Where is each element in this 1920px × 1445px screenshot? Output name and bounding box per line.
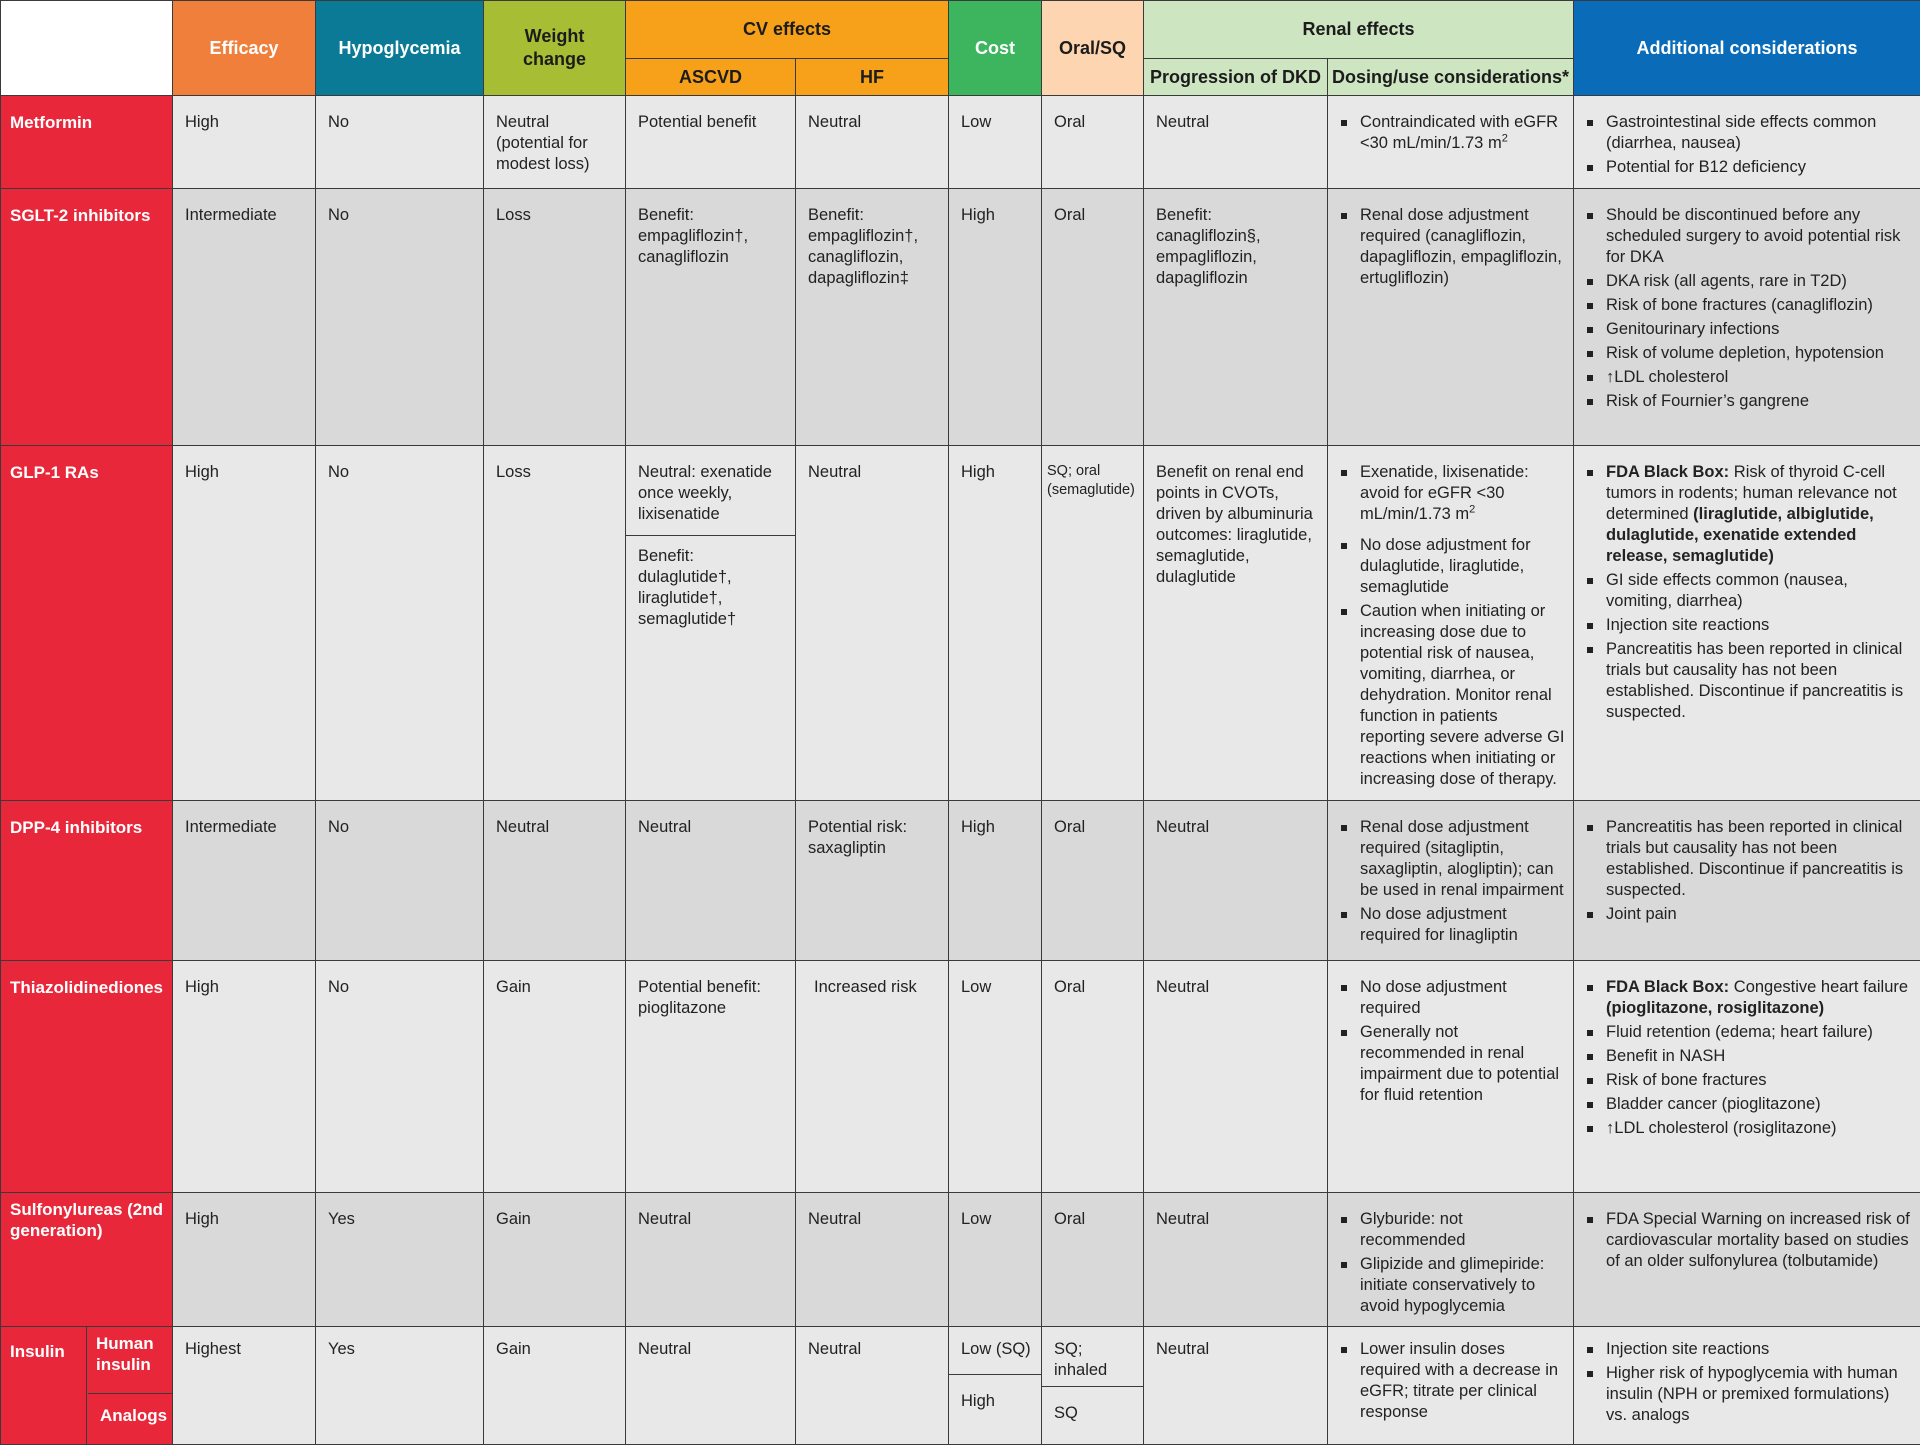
insulin-human-label: Human insulin [88,1327,172,1394]
list-item: Injection site reactions [1586,1339,1914,1360]
hf-cell: Neutral [796,96,949,189]
additional-cell [1574,1193,1920,1327]
header-renal-effects: Renal effects [1144,1,1574,59]
hypoglycemia-cell: No [316,189,484,446]
ascvd-cell: Potential benefit: pioglitazone [626,961,796,1193]
route-cell: Oral [1042,96,1144,189]
header-hypoglycemia: Hypoglycemia [316,1,484,96]
list-item: Benefit in NASH [1586,1046,1914,1067]
list-item: Bladder cancer (pioglitazone) [1586,1094,1914,1115]
header-oral-sq: Oral/SQ [1042,1,1144,96]
list-item: FDA Black Box: Risk of thyroid C-cell tumors in rodents; human relevance not determined (liraglutide, albiglutide, dulaglutide, exenatide extended release, semaglutide) [1586,462,1914,567]
hf-cell: Potential risk: saxagliptin [796,801,949,961]
additional-cell [1574,96,1920,189]
insulin-label: Insulin [1,1327,87,1444]
list-item: GI side effects common (nausea, vomiting, diarrhea) [1586,570,1914,612]
list-item: Joint pain [1586,904,1914,925]
hf-cell: Neutral [796,1193,949,1327]
additional-cell [1574,1327,1920,1445]
cost-cell [949,1327,1042,1445]
list-item: Caution when initiating or increasing dose due to potential risk of nausea, vomiting, diarrhea, or dehydration. Monitor renal function in patients reporting severe adverse GI reactions when initiating or increasing dose of therapy. [1340,601,1567,790]
efficacy-cell: High [173,96,316,189]
dosing-cell [1328,446,1574,801]
list-item: Pancreatitis has been reported in clinical trials but causality has not been established. Discontinue if pancreatitis is suspected. [1586,817,1914,901]
cost-cell: High [949,446,1042,801]
weight-cell: Gain [484,961,626,1193]
ascvd-cell: Potential benefit [626,96,796,189]
list-item: Pancreatitis has been reported in clinical trials but causality has not been established. Discontinue if pancreatitis is suspected. [1586,639,1914,723]
efficacy-cell: Highest [173,1327,316,1445]
ascvd-neutral: Neutral: exenatide once weekly, lixisenatide [638,462,789,525]
dkd-cell: Neutral [1144,96,1328,189]
dosing-cell [1328,1193,1574,1327]
weight-cell: Gain [484,1327,626,1445]
hypoglycemia-cell: No [316,801,484,961]
drug-metformin: Metformin [1,96,173,189]
list-item: Glyburide: not recommended [1340,1209,1567,1251]
insulin-analogs-label: Analogs [88,1395,172,1444]
list-item: Exenatide, lixisenatide: avoid for eGFR <30 mL/min/1.73 $m^2$ [1340,462,1567,525]
list-item: Should be discontinued before any scheduled surgery to avoid potential risk for DKA [1586,205,1914,268]
hypoglycemia-cell: Yes [316,1327,484,1445]
ascvd-cell [626,446,796,801]
additional-cell [1574,961,1920,1193]
weight-cell: Loss [484,446,626,801]
cost-cell: High [949,801,1042,961]
list-item: FDA Special Warning on increased risk of cardiovascular mortality based on studies of an older sulfonylurea (tolbutamide) [1586,1209,1914,1272]
list-item: Higher risk of hypoglycemia with human insulin (NPH or premixed formulations) vs. analogs [1586,1363,1914,1426]
drug-dpp4: DPP-4 inhibitors [1,801,173,961]
dkd-cell: Benefit: canagliflozin§, empagliflozin, dapagliflozin [1144,189,1328,446]
cost-human: Low (SQ) [961,1339,1035,1360]
list-item: Contraindicated with eGFR <30 mL/min/1.73 $m^2$ [1340,112,1567,154]
table-row [1,96,1920,189]
efficacy-cell: Intermediate [173,801,316,961]
list-item: ↑LDL cholesterol [1586,367,1914,388]
header-additional-considerations: Additional considerations [1574,1,1920,96]
header-ascvd: ASCVD [626,59,796,96]
list-item: No dose adjustment required [1340,977,1567,1019]
weight-cell: Gain [484,1193,626,1327]
list-item: Fluid retention (edema; heart failure) [1586,1022,1914,1043]
route-cell: Oral [1042,801,1144,961]
dosing-cell [1328,961,1574,1193]
table-row [1,189,1920,446]
additional-cell [1574,189,1920,446]
drug-glp1: GLP-1 RAs [1,446,173,801]
ascvd-benefit: Benefit: dulaglutide†, liraglutide†, semaglutide† [626,535,795,630]
ascvd-cell: Benefit: empagliflozin†, canagliflozin [626,189,796,446]
dkd-cell: Neutral [1144,961,1328,1193]
list-item: Glipizide and glimepiride: initiate conservatively to avoid hypoglycemia [1340,1254,1567,1317]
ascvd-cell: Neutral [626,801,796,961]
list-item: Generally not recommended in renal impairment due to potential for fluid retention [1340,1022,1567,1106]
route-cell: Oral [1042,1193,1144,1327]
list-item: Renal dose adjustment required (sitagliptin, saxagliptin, alogliptin); can be used in renal impairment [1340,817,1567,901]
table-row [1,446,1920,801]
additional-cell [1574,446,1920,801]
list-item: Risk of volume depletion, hypotension [1586,343,1914,364]
additional-cell [1574,801,1920,961]
list-item: FDA Black Box: Congestive heart failure (pioglitazone, rosiglitazone) [1586,977,1914,1019]
dosing-cell [1328,189,1574,446]
weight-cell: Neutral [484,801,626,961]
corner-cell [1,1,173,96]
list-item: Risk of bone fractures [1586,1070,1914,1091]
header-hf: HF [796,59,949,96]
list-item: No dose adjustment for dulaglutide, liraglutide, semaglutide [1340,535,1567,598]
list-item: Gastrointestinal side effects common (diarrhea, nausea) [1586,112,1914,154]
route-cell: Oral [1042,961,1144,1193]
cost-cell: Low [949,1193,1042,1327]
route-cell: Oral [1042,189,1144,446]
hypoglycemia-cell: No [316,446,484,801]
header-cv-effects: CV effects [626,1,949,59]
table-row [1,801,1920,961]
hypoglycemia-cell: No [316,96,484,189]
efficacy-cell: High [173,1193,316,1327]
hypoglycemia-cell: No [316,961,484,1193]
cost-cell: High [949,189,1042,446]
header-efficacy: Efficacy [173,1,316,96]
hf-cell: Increased risk [796,961,949,1193]
dkd-cell: Benefit on renal end points in CVOTs, driven by albuminuria outcomes: liraglutide, semaglutide, dulaglutide [1144,446,1328,801]
list-item: Risk of bone fractures (canagliflozin) [1586,295,1914,316]
hypoglycemia-cell: Yes [316,1193,484,1327]
drug-thiazolidinediones: Thiazolidinediones [1,961,173,1193]
ascvd-cell: Neutral [626,1327,796,1445]
list-item: Renal dose adjustment required (canagliflozin, dapagliflozin, empagliflozin, ertugliflozin) [1340,205,1567,289]
dkd-cell: Neutral [1144,1327,1328,1445]
ascvd-cell: Neutral [626,1193,796,1327]
table-row [1,1193,1920,1327]
header-weight-change: Weight change [484,1,626,96]
weight-cell: Loss [484,189,626,446]
header-progression-dkd: Progression of DKD [1144,59,1328,96]
dosing-cell [1328,1327,1574,1445]
route-cell: SQ; oral (semaglutide) [1042,446,1144,801]
hf-cell: Benefit: empagliflozin†, canagliflozin, dapagliflozin‡ [796,189,949,446]
route-analogs: SQ [1042,1386,1143,1424]
list-item: Lower insulin doses required with a decrease in eGFR; titrate per clinical response [1340,1339,1567,1423]
weight-cell: Neutral (potential for modest loss) [484,96,626,189]
efficacy-cell: Intermediate [173,189,316,446]
hf-cell: Neutral [796,446,949,801]
table-row [1,1327,1920,1445]
dosing-cell [1328,801,1574,961]
list-item: DKA risk (all agents, rare in T2D) [1586,271,1914,292]
list-item: Injection site reactions [1586,615,1914,636]
cost-cell: Low [949,96,1042,189]
table-row [1,961,1920,1193]
hf-cell: Neutral [796,1327,949,1445]
drug-sulfonylureas: Sulfonylureas (2nd generation) [1,1193,173,1327]
list-item: ↑LDL cholesterol (rosiglitazone) [1586,1118,1914,1139]
list-item: Risk of Fournier’s gangrene [1586,391,1914,412]
list-item: Genitourinary infections [1586,319,1914,340]
list-item: No dose adjustment required for linagliptin [1340,904,1567,946]
efficacy-cell: High [173,446,316,801]
route-human: SQ; inhaled [1054,1339,1137,1381]
dosing-cell [1328,96,1574,189]
efficacy-cell: High [173,961,316,1193]
route-cell [1042,1327,1144,1445]
dkd-cell: Neutral [1144,1193,1328,1327]
list-item: Potential for B12 deficiency [1586,157,1914,178]
cost-cell: Low [949,961,1042,1193]
header-cost: Cost [949,1,1042,96]
dkd-cell: Neutral [1144,801,1328,961]
cost-analogs: High [949,1374,1041,1412]
header-dosing-considerations: Dosing/use considerations* [1328,59,1574,96]
drug-sglt2: SGLT-2 inhibitors [1,189,173,446]
drug-insulin [1,1327,173,1445]
